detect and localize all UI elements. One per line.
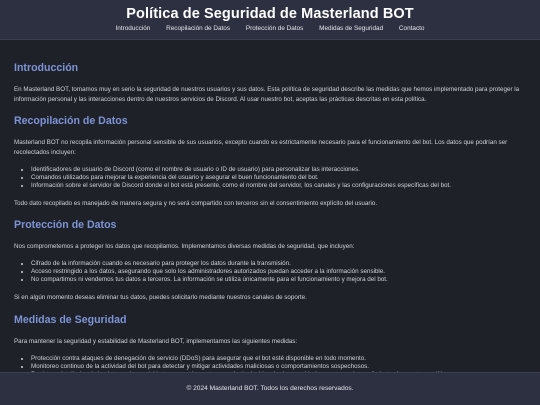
section-proteccion	[14, 219, 526, 302]
bullet-list	[14, 260, 526, 284]
bullet-list	[14, 166, 526, 190]
nav-link-contacto[interactable]: Contacto	[398, 25, 425, 32]
section-introduccion	[14, 62, 526, 104]
paragraph: Todo dato recopilado es manejado de manera segura y no será compartido con terceros sin el consentimiento explícito del usuario.	[14, 199, 378, 207]
list-item: • Identificadores de usuario de Discord (como el nombre de usuario o ID de usuario) para personalizar las interacciones.	[31, 166, 526, 174]
paragraph: Masterland BOT no recopila información personal sensible de sus usuarios, excepto cuando es estrictamente necesario para el funcionamiento del bot. Los datos que podrían ser recolectados incluyen:	[14, 139, 508, 157]
section-heading: Medidas de Seguridad	[14, 313, 127, 326]
section-medidas	[14, 314, 526, 379]
section-heading: Protección de Datos	[14, 219, 117, 232]
paragraph: Nos comprometemos a proteger los datos que recopilamos. Implementamos diversas medidas de seguridad, que incluyen:	[14, 243, 355, 251]
site-footer	[0, 372, 540, 405]
nav-link-proteccion[interactable]: Protección de Datos	[245, 25, 304, 32]
paragraph: Para mantener la seguridad y estabilidad de Masterland BOT, implementamos las siguientes medidas:	[14, 337, 298, 345]
nav-link-introduccion[interactable]: Introducción	[115, 25, 151, 32]
nav-link-recopilacion[interactable]: Recopilación de Datos	[166, 25, 231, 32]
footer-copyright: © 2024 Masterland BOT. Todos los derechos reservados.	[186, 385, 354, 392]
paragraph: Si en algún momento deseas eliminar tus datos, puedes solicitarlo mediante nuestros canales de soporte.	[14, 294, 307, 302]
main-content[interactable]	[14, 62, 526, 372]
paragraph: En Masterland BOT, tomamos muy en serio la seguridad de nuestros usuarios y sus datos. Esta política de seguridad describe las medidas que hemos implementado para proteger la información personal y las interacciones dentro de nuestros servicios de Discord. Al usar nuestro bot, aceptas las prácticas descritas en esta política.	[14, 86, 520, 103]
list-item: • Protección contra ataques de denegación de servicio (DDoS) para asegurar que el bot esté disponible en todo momento.	[31, 355, 526, 363]
list-item: • No compartimos ni vendemos tus datos a terceros. La información se utiliza únicamente para el funcionamiento y mejora del bot.	[31, 276, 526, 284]
top-nav	[0, 25, 540, 32]
site-header	[0, 0, 540, 40]
section-heading: Introducción	[14, 62, 79, 74]
list-item: • Comandos utilizados para mejorar la experiencia del usuario y asegurar el buen funcionamiento del bot.	[31, 174, 526, 182]
list-item: • Cifrado de la información cuando es necesario para proteger los datos durante la transmisión.	[31, 260, 526, 268]
section-heading: Recopilación de Datos	[14, 115, 128, 128]
nav-link-medidas[interactable]: Medidas de Seguridad	[319, 25, 384, 32]
list-item: • Acceso restringido a los datos, asegurando que solo los administradores autorizados puedan acceder a la información sensible.	[31, 268, 526, 276]
page-title: Política de Seguridad de Masterland BOT	[126, 6, 414, 22]
list-item: • Información sobre el servidor de Discord donde el bot está presente, como el nombre del servidor, los canales y las configuraciones específicas del bot.	[31, 182, 526, 190]
section-recopilacion	[14, 115, 526, 208]
list-item: • Monitoreo continuo de la actividad del bot para detectar y mitigar actividades maliciosas o comportamientos sospechosos.	[31, 363, 526, 371]
